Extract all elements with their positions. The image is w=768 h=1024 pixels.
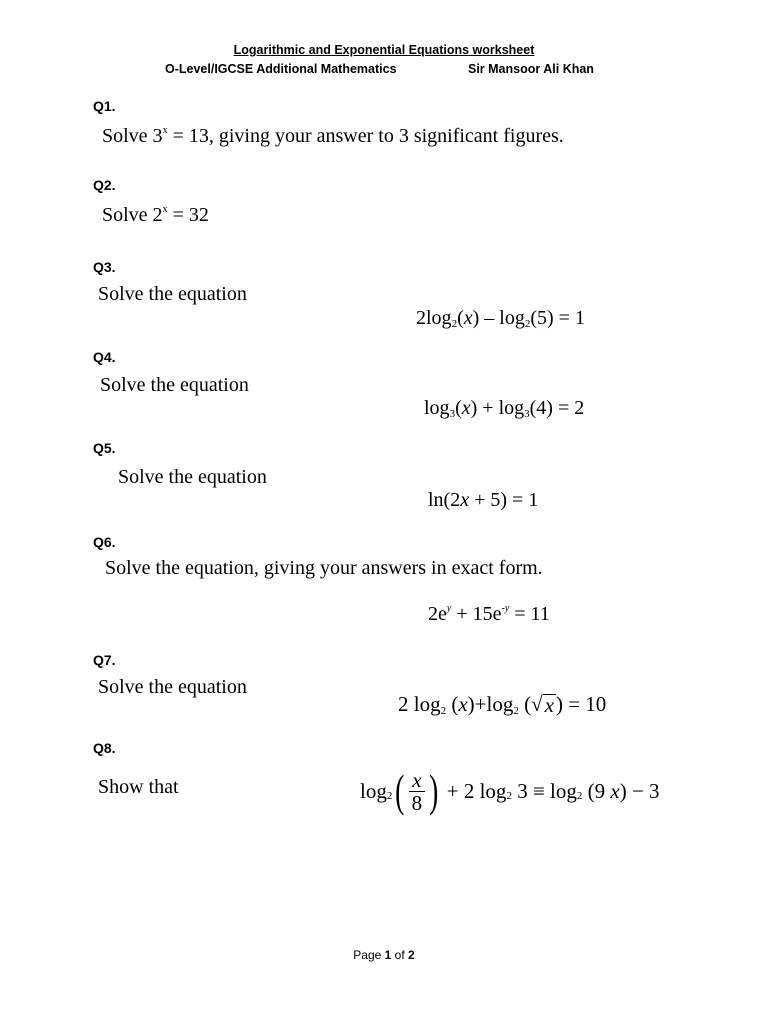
right-paren: )	[429, 765, 439, 816]
question-label-5: Q5.	[93, 440, 116, 456]
question-label-8: Q8.	[93, 740, 116, 756]
question-label-4: Q4.	[93, 349, 116, 365]
question-prompt-8: Show that	[98, 776, 179, 798]
page-footer: Page 1 of 2	[353, 948, 415, 962]
question-prompt-5: Solve the equation	[118, 466, 267, 488]
question-prompt-7: Solve the equation	[98, 676, 247, 698]
equation-4: $\log_3(x) + \log_3(4) = 2$	[424, 397, 585, 420]
question-label-2: Q2.	[93, 177, 116, 193]
equation-5: ln(2x + 5) = 1	[428, 489, 539, 511]
question-prompt-6: Solve the equation, giving your answers in exact form.	[105, 557, 543, 579]
question-label-6: Q6.	[93, 534, 116, 550]
equation-6: $2e^y + 15e^{-y} = 11$	[428, 603, 550, 625]
equation-7: 2 $\log_2 (x)+\log_2$ ( √ x ) = 10	[398, 692, 607, 717]
question-label-7: Q7.	[93, 652, 116, 668]
equation-8: log $_2$ ( $\frac{x}{8}$ ) + 2 log $_2$ 3 ≡ log $_2$ (9 x ) − 3	[360, 765, 660, 816]
square-root: √ x	[531, 692, 554, 717]
question-label-3: Q3.	[93, 259, 116, 275]
worksheet-title: Logarithmic and Exponential Equations worksheet	[233, 43, 535, 57]
equation-3: $2\log_2(x) - \log_2(5) = 1$	[416, 307, 585, 330]
question-prompt-1: Solve $3^x = 13$, giving your answer to 3 significant figures.	[102, 125, 564, 147]
question-prompt-4: Solve the equation	[100, 374, 249, 396]
question-prompt-3: Solve the equation	[98, 283, 247, 305]
question-label-1: Q1.	[93, 98, 116, 114]
author-name: Sir Mansoor Ali Khan	[468, 62, 594, 76]
course-name: O-Level/IGCSE Additional Mathematics	[165, 62, 397, 76]
question-prompt-2: Solve $2^x = 32$	[102, 204, 209, 226]
left-paren: (	[395, 765, 405, 816]
fraction: $\frac{x}{8}$	[409, 769, 426, 814]
